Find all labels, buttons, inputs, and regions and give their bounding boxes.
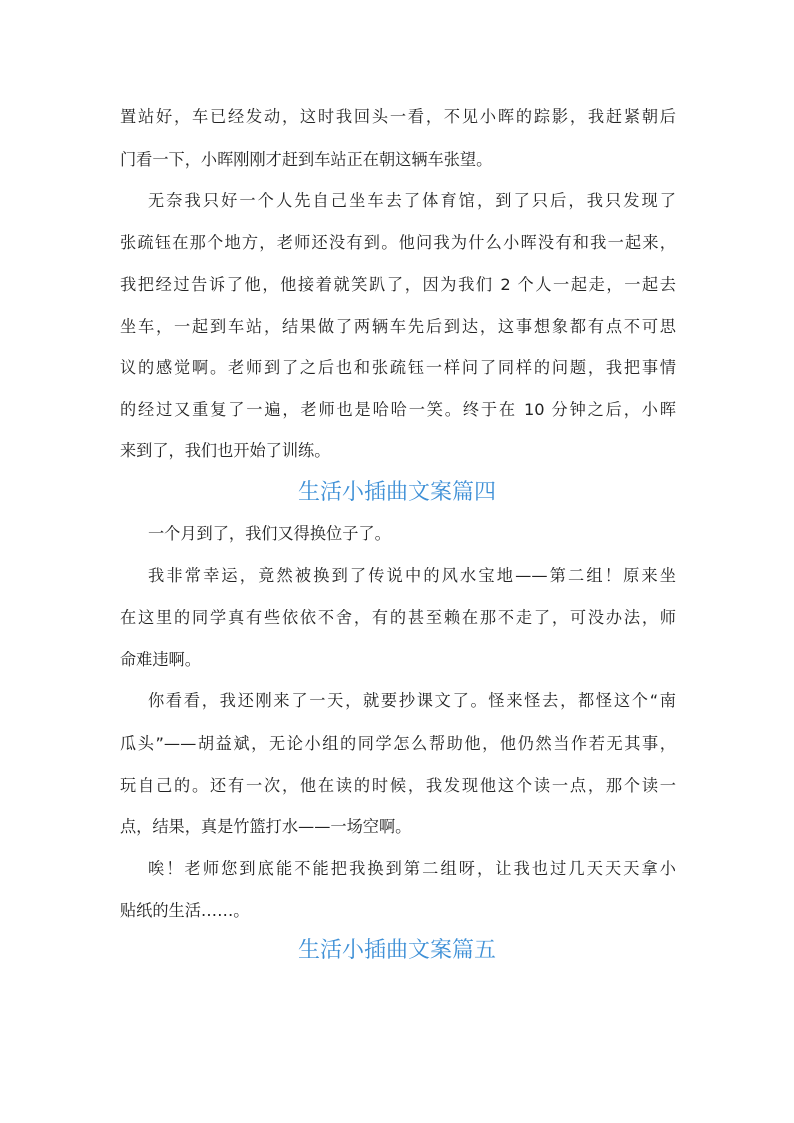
paragraph-line: 来到了，我们也开始了训练。: [120, 441, 331, 460]
section-heading: 生活小插曲文案篇四: [297, 480, 496, 505]
paragraph-line: 瓜头”——胡益斌，无论小组的同学怎么帮助他，他仍然当作若无其事，: [120, 734, 676, 753]
paragraph-line: 命难违啊。: [120, 650, 201, 669]
paragraph-line: 无奈我只好一个人先自己坐车去了体育馆，到了只后，我只发现了: [148, 191, 676, 210]
paragraph-line: 我非常幸运，竟然被换到了传说中的风水宝地——第二组！原来坐: [148, 566, 676, 585]
paragraph-line: 的经过又重复了一遍，老师也是哈哈一笑。终于在 10 分钟之后，小晖: [120, 400, 676, 419]
paragraph-line: 我把经过告诉了他，他接着就笑趴了，因为我们 2 个人一起走，一起去: [120, 275, 676, 294]
paragraph-line: 张疏钰在那个地方，老师还没有到。他问我为什么小晖没有和我一起来，: [120, 233, 676, 252]
paragraph-line: 置站好，车已经发动，这时我回头一看，不见小晖的踪影，我赶紧朝后: [120, 107, 676, 126]
paragraph-line: 玩自己的。还有一次，他在读的时候，我发现他这个读一点，那个读一: [120, 776, 676, 795]
paragraph-line: 在这里的同学真有些依依不舍，有的甚至赖在那不走了，可没办法，师: [120, 608, 676, 627]
paragraph-line: 你看看，我还刚来了一天，就要抄课文了。怪来怪去，都怪这个“南: [148, 691, 676, 710]
paragraph-line: 议的感觉啊。老师到了之后也和张疏钰一样问了同样的问题，我把事情: [120, 358, 676, 377]
paragraph-line: 点，结果，真是竹篮打水——一场空啊。: [120, 817, 412, 836]
paragraph-line: 门看一下，小晖刚刚才赶到车站正在朝这辆车张望。: [120, 150, 493, 169]
section-heading: 生活小插曲文案篇五: [297, 938, 496, 963]
paragraph-line: 贴纸的生活……。: [120, 901, 250, 920]
paragraph-line: 一个月到了，我们又得换位子了。: [148, 524, 391, 543]
paragraph-line: 唉！老师您到底能不能把我换到第二组呀，让我也过几天天天拿小: [148, 859, 676, 878]
paragraph-line: 坐车，一起到车站，结果做了两辆车先后到达，这事想象都有点不可思: [120, 317, 676, 336]
